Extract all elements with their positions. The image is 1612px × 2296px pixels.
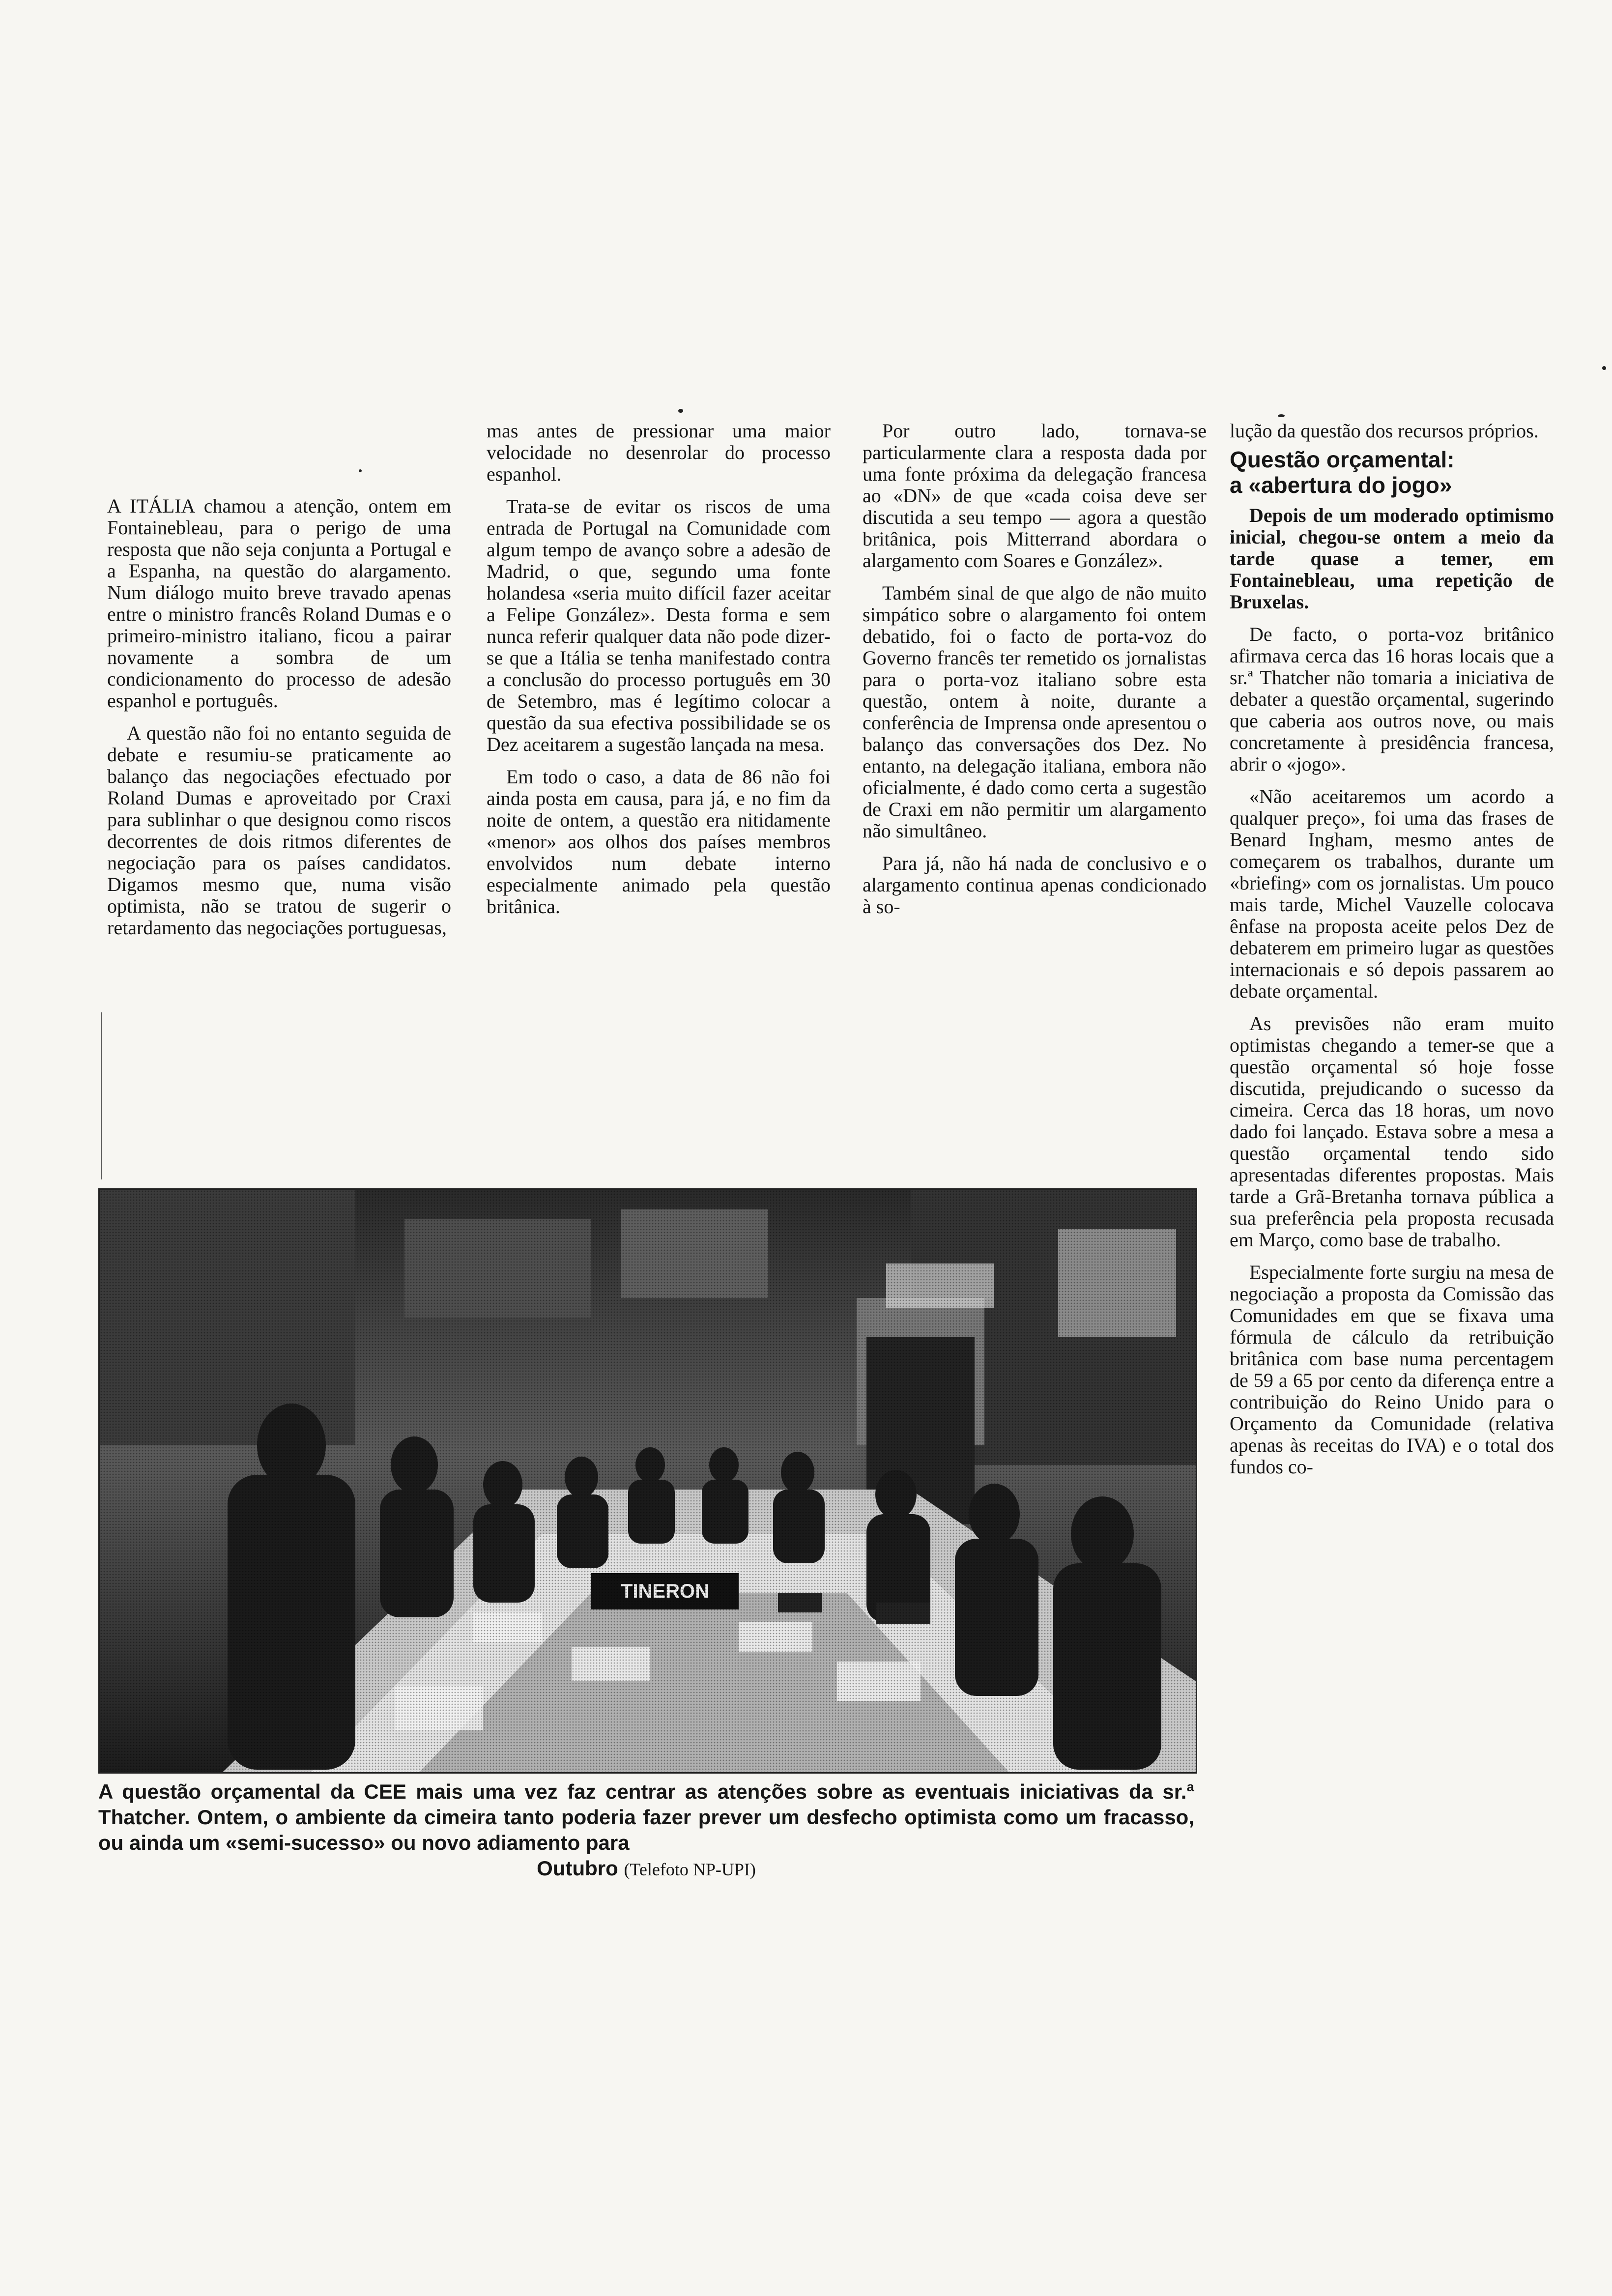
article-paragraph: lução da questão dos recursos próprios. <box>1230 420 1539 442</box>
press-photo-image <box>100 1190 1196 1772</box>
article-column-4 <box>1230 420 1554 1478</box>
section-heading-line: Questão orçamental: <box>1230 447 1455 472</box>
article-paragraph: Por outro lado, tornava-se particularmente clara a resposta dada por uma fonte próxima da delegação francesa ao «DN» de que «cada coisa deve ser discutida a seu tempo — agora a questão britânica, pois Mitterrand abordara o alargamento com Soares e González». <box>863 420 1207 572</box>
article-paragraph: Em todo o caso, a data de 86 não foi ainda posta em causa, para já, e no fim da noite de ontem, a questão era nitidamente «menor» aos olhos dos países membros envolvidos num debate interno especialmente animado pela questão britânica. <box>487 766 831 918</box>
article-paragraph: Para já, não há nada de conclusivo e o alargamento continua apenas condicionado à so- <box>863 852 1207 918</box>
photo-caption <box>98 1779 1194 1882</box>
article-paragraph: A ITÁLIA chamou a atenção, ontem em Fontainebleau, para o perigo de uma resposta que não seja conjunta a Portugal e a Espanha, na questão do alargamento. Num diálogo muito breve travado apenas entre o ministro francês Roland Dumas e o primeiro-ministro italiano, ficou a pairar novamente a sombra de um condicionamento do processo de adesão espanhol e português. <box>107 495 451 712</box>
article-column-3 <box>863 420 1207 918</box>
scan-speck <box>678 409 683 413</box>
article-paragraph: Depois de um moderado optimismo inicial, chegou-se ontem a meio da tarde quase a temer, em Fontainebleau, uma repetição de Bruxelas. <box>1230 504 1554 613</box>
column-rule <box>101 1012 102 1179</box>
photo-caption-month: Outubro <box>537 1857 618 1880</box>
article-paragraph: «Não aceitaremos um acordo a qualquer preço», foi uma das frases de Benard Ingham, mesmo antes de começarem os trabalhos, durante um «briefing» com os jornalistas. Um pouco mais tarde, Michel Vauzelle colocava ênfase na proposta aceite pelos Dez de debaterem em primeiro lugar as questões internacionais e só depois passarem ao debate orçamental. <box>1230 785 1554 1002</box>
scan-speck <box>359 469 362 472</box>
article-paragraph: Especialmente forte surgiu na mesa de negociação a proposta da Comissão das Comunidades em que se fixava uma fórmula de cálculo da retribuição britânica com base numa percentagem de 59 a 65 por cento da diferença entre a contribuição do Reino Unido para o Orçamento da Comunidade (relativa apenas às receitas do IVA) e o total dos fundos co- <box>1230 1261 1554 1478</box>
article-paragraph: De facto, o porta-voz britânico afirmava cerca das 16 horas locais que a sr.ª Thatcher não tomaria a iniciativa de debater a questão orçamental, sugerindo que caberia aos outros nove, ou mais concretamente à presidência francesa, abrir o «jogo». <box>1230 623 1554 775</box>
article-column-2 <box>487 420 831 918</box>
section-heading <box>1230 447 1554 498</box>
section-heading-line: a «abertura do jogo» <box>1230 472 1452 498</box>
press-photo <box>98 1188 1197 1774</box>
article-paragraph: Também sinal de que algo de não muito simpático sobre o alargamento foi ontem debatido, foi o facto de porta-voz do Governo francês ter remetido os jornalistas para o porta-voz italiano sobre esta questão, ontem à noite, durante a conferência de Imprensa onde apresentou o balanço das conversações dos Dez. No entanto, na delegação italiana, embora não oficialmente, é dado como certa a sugestão de Craxi em não permitir um alargamento não simultâneo. <box>863 582 1207 842</box>
photo-credit: (Telefoto NP-UPI) <box>624 1860 756 1879</box>
article-paragraph: mas antes de pressionar uma maior velocidade no desenrolar do processo espanhol. <box>487 420 831 485</box>
article-paragraph: A questão não foi no entanto seguida de debate e resumiu-se praticamente ao balanço das negociações efectuado por Roland Dumas e aproveitado por Craxi para sublinhar o que designou como riscos decorrentes de dois ritmos diferentes de negociação para os países candidatos. Digamos mesmo que, numa visão optimista, não se tratou de sugerir o retardamento das negociações portuguesas, <box>107 722 451 939</box>
photo-caption-text: A questão orçamental da CEE mais uma vez faz centrar as atenções sobre as eventuais iniciativas da sr.ª Thatcher. Ontem, o ambiente da cimeira tanto poderia fazer prever um desfecho optimista como um fracasso, ou ainda um «semi-sucesso» ou novo adiamento para <box>98 1780 1194 1854</box>
scan-speck <box>1278 414 1285 417</box>
article-paragraph: Trata-se de evitar os riscos de uma entrada de Portugal na Comunidade com algum tempo de avanço sobre a adesão de Madrid, o que, segundo uma fonte holandesa «seria muito difícil fazer aceitar a Felipe González». Desta forma e sem nunca referir qualquer data não pode dizer-se que a Itália se tenha manifestado contra a conclusão do processo português em 30 de Setembro, mas é legítimo colocar a questão da sua efectiva possibilidade se os Dez aceitarem a sugestão lançada na mesa. <box>487 495 831 755</box>
article-paragraph: As previsões não eram muito optimistas chegando a temer-se que a questão orçamental só hoje fosse discutida, prejudicando o sucesso da cimeira. Cerca das 18 horas, um novo dado foi lançado. Estava sobre a mesa a questão orçamental tendo sido apresentadas diferentes propostas. Mais tarde a Grã-Bretanha tornava pública a sua preferência pela proposta recusada em Março, como base de trabalho. <box>1230 1012 1554 1251</box>
scan-speck <box>1602 366 1606 370</box>
article-column-1 <box>107 495 451 939</box>
photo-caption-tail <box>98 1856 1194 1882</box>
